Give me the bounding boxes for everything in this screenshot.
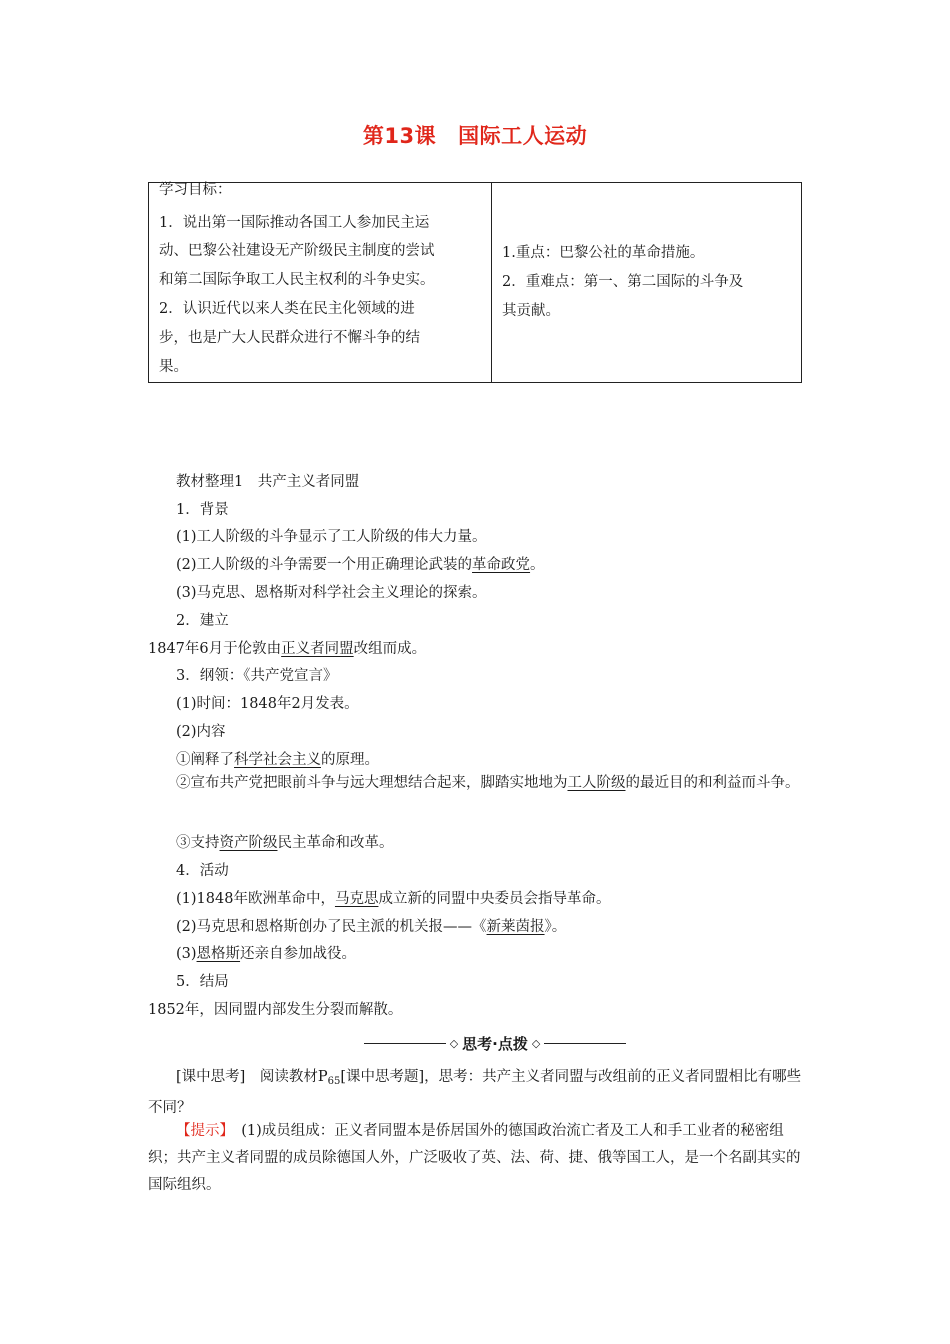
- key-point-line: 其贡献。: [502, 303, 560, 319]
- activity-item-3: (3)恩格斯还亲自参加战役。: [176, 946, 357, 962]
- fill-blank-answer: 科学社会主义: [234, 752, 321, 768]
- goal-line: 学习目标：: [159, 182, 232, 198]
- background-item-3: (3)马克思、恩格斯对科学社会主义理论的探索。: [176, 585, 487, 601]
- think-label: 思考·点拨: [462, 1034, 528, 1053]
- learning-goals-table: [148, 182, 802, 383]
- goal-line: 1．说出第一国际推动各国工人参加民主运: [159, 215, 430, 231]
- fill-blank-answer: 马克思: [334, 891, 379, 907]
- fill-blank-answer: 正义者同盟: [281, 641, 354, 657]
- fill-blank-answer: 革命政党: [472, 557, 531, 573]
- page-title: [0, 120, 950, 150]
- goal-line: 动、巴黎公社建设无产阶级民主制度的尝试: [159, 243, 435, 259]
- divider-rule: [364, 1043, 446, 1044]
- hint-tag: 【提示】: [176, 1123, 227, 1139]
- background-item-1: (1)工人阶级的斗争显示了工人阶级的伟大力量。: [176, 529, 487, 545]
- fill-blank-answer: 工人阶级: [567, 775, 626, 791]
- learning-goals-cell: [149, 183, 492, 383]
- founding-text: 1847年6月于伦敦由正义者同盟改组而成。: [148, 641, 427, 657]
- fill-blank-answer: 恩格斯: [196, 946, 241, 962]
- program-content-heading: (2)内容: [176, 724, 226, 740]
- content-item-1: ①阐释了科学社会主义的原理。: [176, 752, 379, 768]
- fill-blank-answer: 新莱茵报: [486, 919, 545, 935]
- heading-founding: 2．建立: [176, 613, 229, 629]
- diamond-icon: ◇: [531, 1036, 541, 1050]
- key-point-line: 2．重难点：第一、第二国际的斗争及: [502, 274, 744, 290]
- question-tag: [课中思考]: [176, 1069, 246, 1085]
- goal-line: 和第二国际争取工人民主权利的斗争史实。: [159, 272, 435, 288]
- lesson-name: 国际工人运动: [458, 124, 588, 148]
- content-item-3: ③支持资产阶级民主革命和改革。: [176, 835, 394, 851]
- lesson-number: 第13课: [362, 124, 437, 148]
- key-points-cell: [492, 183, 802, 383]
- ending-text: 1852年，因同盟内部发生分裂而解散。: [148, 1002, 403, 1018]
- goal-line: 果。: [159, 359, 188, 375]
- goal-line: 步，也是广大人民群众进行不懈斗争的结: [159, 330, 420, 346]
- think-hint: 【提示】 (1)成员组成：正义者同盟本是侨居国外的德国政治流亡者及工人和手工业者的秘密组织；共产主义者同盟的成员除德国人外，广泛吸收了英、法、荷、捷、俄等国工人，是一个名副其实的国际组织。: [148, 1123, 801, 1193]
- heading-program: 3．纲领：《共产党宣言》: [176, 668, 338, 684]
- goal-line: 2．认识近代以来人类在民主化领域的进: [159, 301, 415, 317]
- program-time: (1)时间：1848年2月发表。: [176, 696, 359, 712]
- heading-activity: 4．活动: [176, 863, 229, 879]
- divider-rule: [544, 1043, 626, 1044]
- heading-ending: 5．结局: [176, 974, 229, 990]
- heading-background: 1．背景: [176, 502, 229, 518]
- content-item-2: ②宣布共产党把眼前斗争与远大理想结合起来，脚踏实地地为工人阶级的最近目的和利益而斗争。: [176, 775, 800, 791]
- fill-blank-answer: 资产阶级: [219, 835, 278, 851]
- section-heading: 教材整理1 共产主义者同盟: [176, 474, 360, 490]
- activity-item-2: (2)马克思和恩格斯创办了民主派的机关报——《新莱茵报》。: [176, 919, 567, 935]
- think-divider: [364, 1032, 626, 1054]
- background-item-2: (2)工人阶级的斗争需要一个用正确理论武装的革命政党。: [176, 557, 545, 573]
- think-question: [课中思考] 阅读教材$P_{65}$[课中思考题]，思考：共产主义者同盟与改组前的正义者同盟相比有哪些不同？: [148, 1069, 802, 1116]
- key-point-line: 1.重点：巴黎公社的革命措施。: [502, 245, 705, 261]
- diamond-icon: ◇: [449, 1036, 459, 1050]
- activity-item-1: (1)1848年欧洲革命中，马克思成立新的同盟中央委员会指导革命。: [176, 891, 611, 907]
